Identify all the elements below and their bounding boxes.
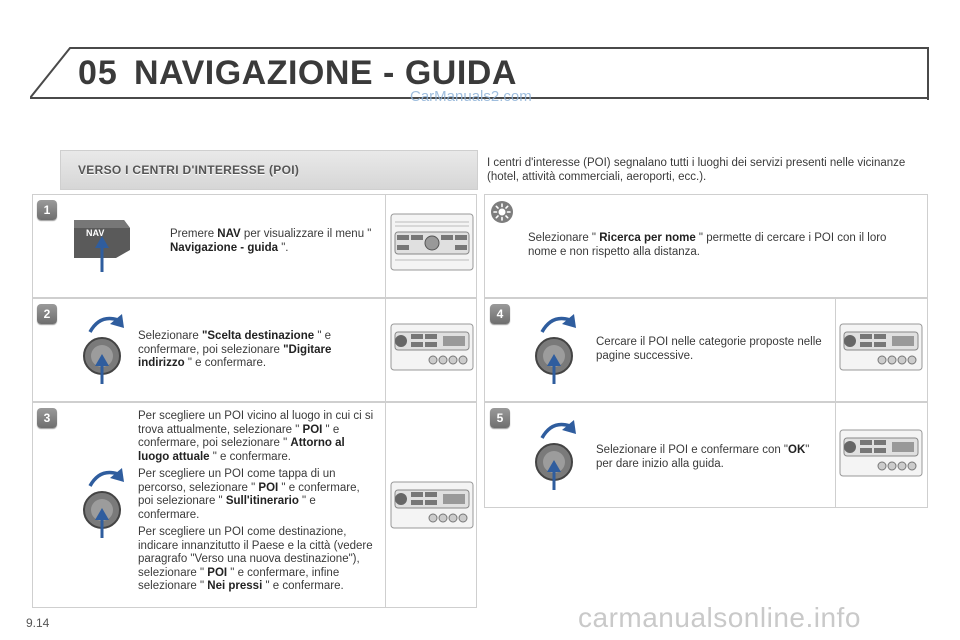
step-2-t3: " e confermare. — [184, 357, 267, 369]
rotary-knob-icon-5 — [528, 416, 588, 492]
step-3-p2-t3: " e confermare. — [138, 495, 316, 521]
step-3-p1-t2: " e confermare, poi selezionare " — [138, 423, 340, 449]
section-title: VERSO I CENTRI D'INTERESSE (POI) — [78, 163, 300, 177]
step-5-t1: Selezionare il POI e confermare con " — [596, 444, 789, 456]
section-description: I centri d'interesse (POI) segnalano tutti i luoghi dei servizi presenti nelle vicinanze (hotel, attività commerciali, aeroporti, ecc.). — [487, 157, 906, 183]
radio-unit-illustration-1 — [389, 212, 475, 272]
step-3-text — [138, 410, 378, 598]
step-5-badge: 5 — [490, 408, 510, 428]
watermark-top[interactable]: CarManuals2.com — [410, 88, 532, 105]
tip-t2: " permette di cercare i POI con il loro nome e non rispetto alla distanza. — [528, 232, 887, 258]
step-4-t1: Cercare il POI nelle categorie proposte nelle pagine successive. — [596, 336, 822, 362]
rotary-knob-icon-3 — [76, 464, 136, 540]
step-1-badge: 1 — [37, 200, 57, 220]
step-3-p3-t1: Per scegliere un POI come destinazione, indicare innanzitutto il Paese e la città (vedere paragrafo "Verso una nuova destinazione"), selezionare " — [138, 526, 373, 579]
step-3-p3-b2: Nei pressi — [207, 580, 263, 592]
radio-unit-illustration-5 — [838, 428, 924, 478]
page-number: 9.14 — [26, 616, 50, 630]
tip-t1: Selezionare " — [528, 232, 600, 244]
step-2-b1: "Scelta destinazione — [201, 330, 315, 342]
step-2-divider — [385, 298, 386, 402]
step-3-badge: 3 — [37, 408, 57, 428]
radio-unit-illustration-4 — [838, 322, 924, 372]
step-4-badge: 4 — [490, 304, 510, 324]
radio-unit-illustration-3 — [389, 480, 475, 530]
step-3-p2-b2: Sull'itinerario — [225, 495, 299, 507]
rotary-knob-icon-4 — [528, 310, 588, 386]
step-5-text — [596, 444, 828, 471]
step-1-t1: Premere — [170, 228, 218, 240]
tip-b1: Ricerca per nome — [599, 232, 696, 244]
step-3-p1-t3: " e confermare. — [209, 450, 291, 463]
step-3-p2-t2: " e confermare, poi selezionare " — [138, 481, 360, 507]
step-3-p3-t2: " e confermare, infine selezionare " — [138, 566, 340, 592]
step-5-t2: " per dare inizio alla guida. — [596, 444, 810, 470]
step-3-paragraph-1 — [138, 410, 378, 464]
step-3-p2-b1: POI — [258, 481, 279, 494]
step-2-t1: Selezionare — [138, 330, 202, 342]
step-2-b2: "Digitare indirizzo — [138, 343, 332, 369]
step-2-text — [138, 330, 376, 371]
step-3-p1-b2: Attorno al luogo attuale — [138, 437, 345, 463]
nav-button-illustration — [72, 214, 132, 274]
step-4-text — [596, 336, 828, 363]
step-1-b2: Navigazione - guida — [170, 241, 278, 254]
chapter-title: NAVIGAZIONE - GUIDA — [134, 54, 517, 92]
step-1-divider — [385, 194, 386, 298]
step-2-badge: 2 — [37, 304, 57, 324]
step-2-t2: " e confermare, poi selezionare — [138, 330, 331, 356]
step-1-t2: per visualizzare il menu " — [240, 228, 372, 240]
step-5-divider — [835, 402, 836, 508]
rotary-knob-icon-2 — [76, 310, 136, 386]
step-1-b1: NAV — [217, 228, 241, 240]
chapter-number: 05 — [78, 54, 118, 92]
step-3-paragraph-2 — [138, 468, 378, 522]
tip-text — [528, 232, 913, 259]
step-4-divider — [835, 298, 836, 402]
step-3-p2-t1: Per scegliere un POI come tappa di un percorso, selezionare " — [138, 468, 336, 494]
step-1-text — [170, 228, 375, 255]
step-3-p3-b1: POI — [207, 566, 228, 579]
watermark-bottom: carmanualsonline.info — [578, 602, 861, 633]
lightbulb-icon — [490, 200, 514, 224]
step-3-divider — [385, 402, 386, 608]
nav-button-label: NAV — [86, 228, 105, 238]
step-3-p1-b1: POI — [302, 423, 323, 436]
step-3-p3-t3: " e confermare. — [262, 580, 344, 592]
step-5-b1: OK — [788, 444, 806, 456]
step-1-t3: ". — [278, 241, 289, 254]
step-3-paragraph-3 — [138, 526, 378, 594]
radio-unit-illustration-2 — [389, 322, 475, 372]
step-3-p1-t1: Per scegliere un POI vicino al luogo in cui ci si trova attualmente, selezionare " — [138, 410, 374, 436]
